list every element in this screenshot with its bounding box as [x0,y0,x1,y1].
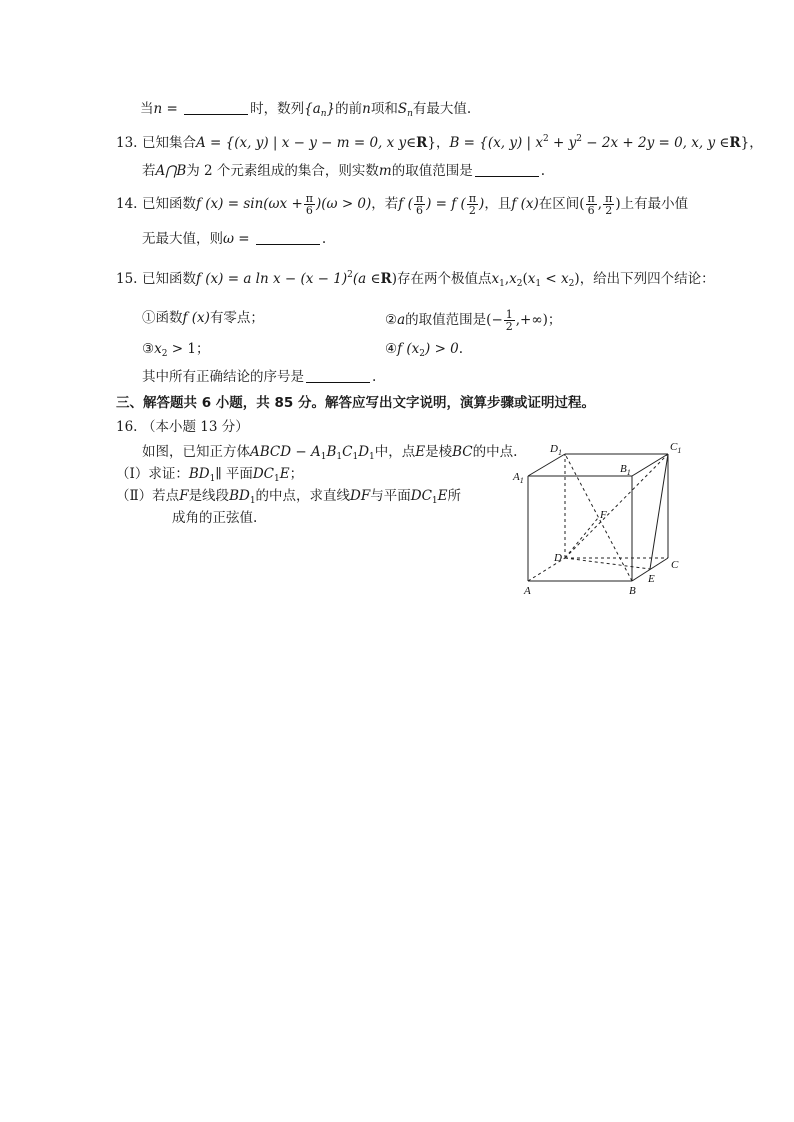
text: ) [574,271,580,287]
numerator: π [587,192,595,205]
subscript: 1 [369,452,375,462]
q14-line-1 [116,193,688,216]
text: ③ [142,341,155,357]
math: f (x) = a ln x − (x − 1) [196,271,348,287]
text: 时，数列 [250,101,305,117]
math: B [326,444,337,460]
q15-ask [142,368,376,386]
var-n: n [362,101,371,117]
math: x [509,271,517,287]
var-s: S [397,101,408,117]
subscript: n [320,109,327,119]
text: } [427,135,436,151]
q13-line-2 [142,162,545,180]
q16-part-2-line-2 [172,509,257,527]
fraction [414,193,425,216]
text: ( [522,271,528,287]
text: 中，点 [374,444,416,460]
q14-line-2 [142,230,326,248]
var-omega: ω [223,231,235,247]
question-number: 14. [116,196,138,212]
denominator: 6 [587,204,595,217]
q16-intro [142,443,517,466]
numerator: π [605,192,613,205]
q16-part-2 [116,487,461,510]
reals: R [729,135,741,151]
text: 已知函数 [142,271,196,287]
text: 上有最小值 [620,196,689,212]
superscript: 2 [347,270,353,280]
q15-line-1 [116,266,715,293]
math: BD [229,488,250,504]
q15-choice-1 [142,309,264,327]
q16-part-1 [116,465,303,488]
math: C [342,444,353,460]
subscript: 1 [209,474,216,484]
subscript: 1 [336,452,343,462]
text: . [321,231,327,247]
q15-choice-2 [385,309,561,332]
answer-blank [475,163,539,177]
text: 的取值范围是 [391,163,473,179]
q16-header [116,418,249,436]
text: 已知集合 [142,135,196,151]
math: − 2x + 2y = 0, x, y ∈ [581,135,730,151]
text: 成角的正弦值. [172,510,258,526]
text: 为 2 个元素组成的集合，则实数 [186,163,379,179]
subscript: 2 [516,279,523,289]
text: 有最大值. [412,101,472,117]
fraction [467,193,478,216]
text: . [540,163,546,179]
math: f ( [398,196,413,212]
math: x [154,341,162,357]
fraction [603,193,614,216]
reals: R [416,135,428,151]
text: ，且 [484,196,512,212]
label-d: D [554,552,562,564]
denominator: 2 [605,204,613,217]
text: 的取值范围是 [405,312,487,328]
fraction [304,193,315,216]
label-c1: $C_1$ [670,441,682,455]
math: f (x [397,341,420,357]
subscript: 2 [419,349,426,359]
question-number: 15. [116,271,138,287]
answer-blank [306,369,370,383]
text: > 1； [167,341,210,357]
text: ② [385,312,398,328]
math: BD [188,466,210,482]
text: 有零点； [209,310,264,326]
text: 所 [447,488,461,504]
var-n: n [153,101,163,117]
cube-figure [510,436,690,596]
text: ，给出下列四个结论： [579,271,715,287]
numerator: π [305,192,313,205]
text: ， [435,135,450,151]
section-3-title [116,394,595,412]
label-a1: $A_1$ [513,471,524,485]
text: 的中点，求直线 [255,488,351,504]
text: 若 [142,163,156,179]
q15-choice-3 [142,340,209,363]
text: 存在两个极值点 [396,271,492,287]
answer-blank [256,231,320,245]
text: = [234,231,254,247]
subscript: n [407,109,413,119]
part-label: （Ⅰ）求证： [116,466,189,482]
subscript: 1 [274,474,280,484]
edge-bc: BC [452,444,473,460]
text: 当 [140,101,154,117]
math: {a [304,101,321,117]
answer-blank [184,101,248,115]
label-b: B [629,585,636,596]
math: A⋂B [155,163,187,179]
set-a: A = {(x, y) | x − y − m = 0, x y∈ [196,135,417,151]
math: D [358,444,370,460]
numerator: 1 [505,308,513,321]
text: ∥ 平面 [215,466,253,482]
text: 是棱 [425,444,453,460]
segment-d-c1 [565,454,668,558]
subscript: 2 [568,279,575,289]
text: 项和 [370,101,398,117]
text: ， [371,196,385,212]
subscript: 1 [249,496,256,506]
part-label: （Ⅱ）若点 [116,488,180,504]
subscript: 1 [535,279,542,289]
text: ； [547,312,562,328]
math: x [561,271,569,287]
section-heading: 三、解答题共 6 小题，共 85 分。解答应写出文字说明，演算步骤或证明过程。 [116,395,595,411]
math: } [326,101,336,117]
subscript: 1 [352,452,359,462]
math: ABCD − A [250,444,321,460]
text: 是线段 [188,488,230,504]
label-b1: $B_1$ [620,463,631,477]
score: （本小题 13 分） [142,419,249,435]
math: )(ω > 0) [316,196,372,212]
denominator: 6 [305,204,313,217]
subscript: 1 [499,279,505,289]
text: ) [391,271,397,287]
denominator: 2 [468,204,476,217]
segment-d-e [565,558,650,569]
label-e: E [648,573,655,585]
text: ； [289,466,304,482]
denominator: 6 [415,204,423,217]
superscript: 2 [576,134,582,144]
reals: R [380,271,392,287]
var-a: a [397,312,406,328]
q13-line-1 [116,130,763,152]
math: DC [410,488,432,504]
fraction [586,193,597,216]
set-b: B = {(x, y) | x [449,135,543,151]
text: ， [749,135,763,151]
text: ①函数 [142,310,183,326]
label-f: F [600,509,607,521]
text: = [162,101,183,117]
text: ) [615,196,621,212]
fraction [504,309,515,332]
q12-tail-line [140,100,471,123]
math: ) [479,196,485,212]
text: } [740,135,750,151]
subscript: 2 [161,349,168,359]
superscript: 2 [542,134,549,144]
label-c: C [671,559,679,571]
text: 其中所有正确结论的序号是 [142,369,304,385]
math: f (x) = sin(ωx + [196,196,303,212]
text: , [504,271,510,287]
edge-a1-d1 [528,454,565,476]
math: f (x) [511,196,539,212]
text: 在区间 [538,196,580,212]
segment-c1-e [650,454,668,569]
text: ( [579,196,585,212]
math: ) = f ( [426,196,466,212]
math: (− [486,312,503,328]
math: x [527,271,536,287]
math: E [437,488,448,504]
math: E [279,466,290,482]
text: . [458,341,464,357]
question-number: 16. [116,419,138,435]
math: DF [350,488,371,504]
point-f: F [179,488,189,504]
numerator: π [415,192,424,205]
math: + y [548,135,577,151]
text: 如图，已知正方体 [142,444,250,460]
label-a: A [524,585,531,596]
point-e: E [415,444,426,460]
math: f (x) [182,310,210,326]
text: 若 [384,196,399,212]
denominator: 2 [505,320,513,333]
text: . [372,369,377,385]
math: ,+∞) [515,312,548,328]
text: 无最大值，则 [142,231,223,247]
subscript: 1 [431,496,438,506]
text: ④ [385,341,398,357]
text: , [597,196,603,212]
math: x [491,271,500,287]
math: DC [252,466,275,482]
text: 已知函数 [142,196,196,212]
q15-choice-4 [385,340,463,363]
label-d1: $D_1$ [550,443,562,457]
math: (a ∈ [352,271,381,287]
math: ) > 0 [425,341,459,357]
segment-d-f [565,518,598,558]
text: 的前 [335,101,363,117]
text: 的中点. [472,444,518,460]
question-number: 13. [116,135,138,151]
numerator: π [468,192,477,205]
var-m: m [378,163,392,179]
text: < [541,271,562,287]
subscript: 1 [320,452,327,462]
text: 与平面 [370,488,411,504]
